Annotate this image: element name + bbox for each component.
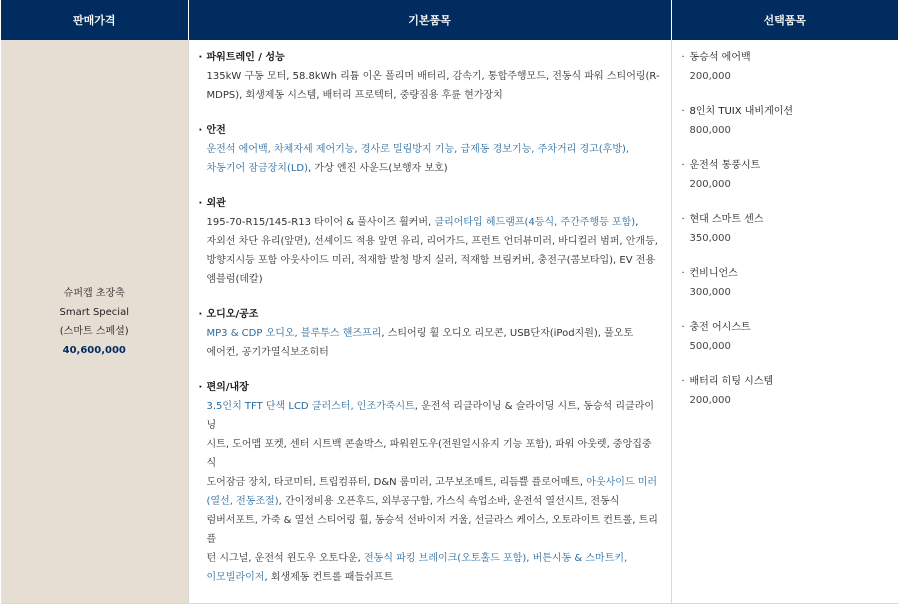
body-text: 시트, 도어맵 포켓, 센터 시트백 콘솔박스, 파워윈도우(전원일시유지 기능 포함), 파워 아웃렛, 중앙집중식 xyxy=(206,439,652,469)
option-name: 컨비니언스 xyxy=(689,268,738,279)
body-text: 에어컨, 공기가열식보조히터 xyxy=(206,347,329,358)
category-line xyxy=(207,251,661,270)
trim-row xyxy=(1,40,898,604)
bullet-icon: · xyxy=(198,382,203,393)
category-line xyxy=(207,270,661,289)
highlight-text: 전동식 파킹 브레이크(오토홀드 포함), 버튼시동 & 스마트키, xyxy=(364,553,628,564)
category-line xyxy=(207,140,661,159)
header-price: 판매가격 xyxy=(1,0,188,40)
trim-name: 슈퍼캡 초장축 xyxy=(63,287,125,299)
category-line xyxy=(207,511,661,549)
option-item xyxy=(682,318,889,356)
header-basic: 기본품목 xyxy=(188,0,671,40)
category-title: 파워트레인 / 성능 xyxy=(206,52,285,63)
highlight-text: 차동기어 잠금장치(LD) xyxy=(206,163,309,174)
bullet-icon: · xyxy=(198,52,203,63)
body-text: 195-70-R15/145-R13 타이어 & 풀사이즈 휠커버, xyxy=(206,217,435,228)
highlight-text: 클리어타입 헤드램프(4등식, 주간주행등 포함) xyxy=(434,217,636,228)
option-price: 800,000 xyxy=(689,125,731,136)
category-line xyxy=(207,492,661,511)
category-body xyxy=(199,213,661,289)
header-options: 선택품목 xyxy=(671,0,898,40)
option-name: 충전 어시스트 xyxy=(689,322,751,333)
option-price: 200,000 xyxy=(689,71,731,82)
category-title: 안전 xyxy=(206,125,226,136)
body-text: 턴 시그널, 운전석 윈도우 오토다운, xyxy=(206,553,364,564)
bullet-icon: · xyxy=(681,214,685,225)
category-line xyxy=(207,343,661,362)
category-body xyxy=(199,140,661,178)
bullet-icon: · xyxy=(681,322,685,333)
category-audio-climate xyxy=(199,305,661,362)
body-text: 도어잠금 장치, 타코미터, 트립컴퓨터, D&N 룸미러, 고무보조매트, 리듬쁠 플로어매트, xyxy=(206,477,587,488)
highlight-text: 3.5인치 TFT 단색 LCD 클러스터, 인조가죽시트 xyxy=(206,401,415,412)
body-text: , 스티어링 휠 오디오 리모콘, USB단자(iPod지원), 풀오토 xyxy=(381,328,634,339)
option-price: 300,000 xyxy=(689,287,731,298)
option-item xyxy=(682,264,889,302)
category-body xyxy=(199,67,661,105)
category-line xyxy=(207,67,661,86)
body-text: MDPS), 회생제동 시스템, 배터리 프로텍터, 중량짐용 후륜 현가장치 xyxy=(206,90,503,101)
bullet-icon: · xyxy=(681,52,685,63)
trim-price-cell xyxy=(1,40,188,604)
option-name: 배터리 히팅 시스템 xyxy=(689,376,774,387)
highlight-text: MP3 & CDP 오디오, 블루투스 핸즈프리 xyxy=(206,328,382,339)
category-line xyxy=(207,324,661,343)
bullet-icon: · xyxy=(198,309,203,320)
body-text: 엠블럼(데칼) xyxy=(206,274,263,285)
highlight-text: 이모빌라이저 xyxy=(206,572,265,583)
option-name: 8인치 TUIX 내비게이션 xyxy=(689,106,794,117)
bullet-icon: · xyxy=(198,198,203,209)
body-text: 135kW 구동 모터, 58.8kWh 리튬 이온 폴리머 배터리, 감속기, 통합주행모드, 전동식 파워 스티어링(R- xyxy=(206,71,660,82)
category-powertrain xyxy=(199,48,661,105)
category-line xyxy=(207,86,661,105)
option-name: 현대 스마트 센스 xyxy=(689,214,764,225)
trim-name-en: Smart Special xyxy=(59,306,129,318)
spec-table xyxy=(1,0,898,604)
bullet-icon: · xyxy=(681,160,685,171)
highlight-text: (열선, 전동조절) xyxy=(206,496,279,507)
category-line xyxy=(207,159,661,178)
option-item xyxy=(682,372,889,410)
category-convenience-interior xyxy=(199,378,661,587)
option-item xyxy=(682,48,889,86)
table-header-row xyxy=(1,0,898,40)
category-line xyxy=(207,397,661,435)
category-title: 외관 xyxy=(206,198,226,209)
option-item xyxy=(682,102,889,140)
category-title: 편의/내장 xyxy=(206,382,249,393)
category-title: 오디오/공조 xyxy=(206,309,259,320)
option-items-cell xyxy=(671,40,898,604)
category-line xyxy=(207,549,661,568)
body-text: 럼버서포트, 가죽 & 열선 스티어링 휠, 동승석 선바이저 거울, 선글라스 케이스, 오토라이트 컨트롤, 트리플 xyxy=(206,515,658,545)
option-price: 200,000 xyxy=(689,395,731,406)
option-item xyxy=(682,210,889,248)
option-price: 500,000 xyxy=(689,341,731,352)
body-text: , 회생제동 컨트롤 패들쉬프트 xyxy=(264,572,394,583)
body-text: , 운전석 리클라이닝 & 슬라이딩 시트, 동승석 리클라이닝 xyxy=(206,401,655,431)
option-name: 운전석 통풍시트 xyxy=(689,160,761,171)
category-safety xyxy=(199,121,661,178)
option-name: 동승석 에어백 xyxy=(689,52,751,63)
highlight-text: 아웃사이드 미러 xyxy=(586,477,658,488)
option-item xyxy=(682,156,889,194)
category-exterior xyxy=(199,194,661,289)
bullet-icon: · xyxy=(681,268,685,279)
category-line xyxy=(207,213,661,232)
bullet-icon: · xyxy=(681,376,685,387)
highlight-text: 운전석 에어백, 차체자세 제어기능, 경사로 밀림방지 기능, 급제동 경보기능, 주차거리 경고(후방), xyxy=(206,144,630,155)
option-price: 200,000 xyxy=(689,179,731,190)
category-line xyxy=(207,435,661,473)
body-text: , 간이정비용 오픈후드, 외부공구함, 가스식 쇽업소바, 운전석 열선시트, 전동식 xyxy=(278,496,620,507)
basic-items-cell xyxy=(188,40,671,604)
trim-name-ko: (스마트 스페셜) xyxy=(59,325,129,337)
body-text: 자외선 차단 유리(앞면), 선셰이드 적용 앞면 유리, 리어가드, 프런트 언더뷰미러, 바디컬러 범퍼, 안개등, xyxy=(206,236,658,247)
bullet-icon: · xyxy=(198,125,203,136)
category-line xyxy=(207,473,661,492)
category-body xyxy=(199,397,661,587)
body-text: , 가상 엔진 사운드(보행자 보호) xyxy=(308,163,448,174)
trim-price: 40,600,000 xyxy=(62,344,126,356)
category-line xyxy=(207,232,661,251)
category-line xyxy=(207,568,661,587)
body-text: , xyxy=(635,217,639,228)
bullet-icon: · xyxy=(681,106,685,117)
category-body xyxy=(199,324,661,362)
option-price: 350,000 xyxy=(689,233,731,244)
body-text: 방향지시등 포함 아웃사이드 미러, 적재함 발청 방지 실러, 적재함 브림커버, 충전구(콤보타입), EV 전용 xyxy=(206,255,656,266)
